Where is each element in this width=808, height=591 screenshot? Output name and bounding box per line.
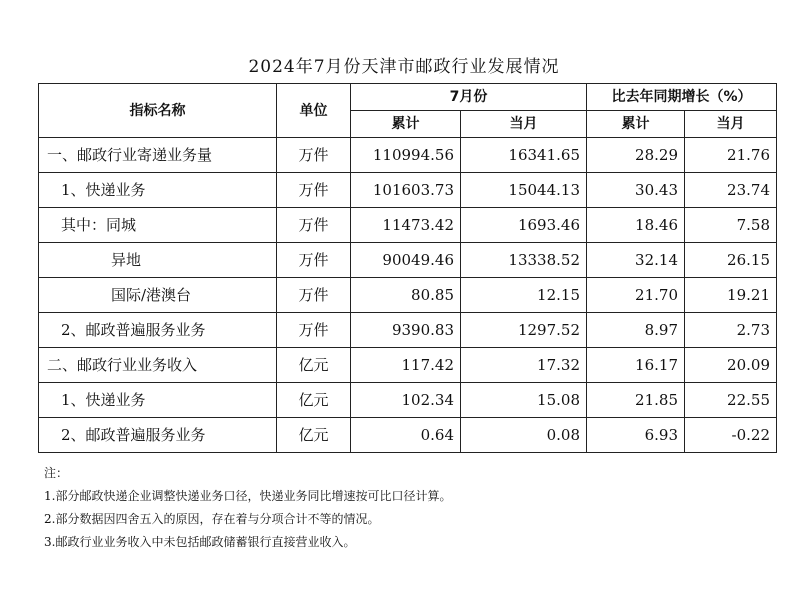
growth-month-cell: 22.55 — [685, 383, 777, 418]
unit-cell: 亿元 — [277, 418, 351, 453]
unit-cell: 万件 — [277, 138, 351, 173]
month-cell: 1297.52 — [461, 313, 587, 348]
growth-month-cell: 2.73 — [685, 313, 777, 348]
table-row — [39, 383, 777, 418]
table-row — [39, 418, 777, 453]
indicator-name: 异地 — [39, 243, 277, 278]
growth-month-cell: 7.58 — [685, 208, 777, 243]
header-unit: 单位 — [277, 84, 351, 138]
table-row — [39, 243, 777, 278]
unit-cell: 万件 — [277, 243, 351, 278]
header-row-1 — [39, 84, 777, 111]
unit-cell: 万件 — [277, 313, 351, 348]
growth-cumulative-cell: 21.85 — [587, 383, 685, 418]
cumulative-cell: 90049.46 — [351, 243, 461, 278]
growth-cumulative-cell: 6.93 — [587, 418, 685, 453]
table-header — [39, 84, 777, 138]
header-indicator: 指标名称 — [39, 84, 277, 138]
header-july: 7月份 — [351, 84, 587, 111]
header-cumulative: 累计 — [351, 111, 461, 138]
growth-month-cell: 19.21 — [685, 278, 777, 313]
indicator-name: 国际/港澳台 — [39, 278, 277, 313]
growth-month-cell: -0.22 — [685, 418, 777, 453]
table-row — [39, 278, 777, 313]
month-cell: 16341.65 — [461, 138, 587, 173]
cumulative-cell: 110994.56 — [351, 138, 461, 173]
growth-cumulative-cell: 32.14 — [587, 243, 685, 278]
growth-cumulative-cell: 28.29 — [587, 138, 685, 173]
note-item: 1.部分邮政快递企业调整快递业务口径，快递业务同比增速按可比口径计算。 — [44, 489, 452, 503]
cumulative-cell: 11473.42 — [351, 208, 461, 243]
note-item: 3.邮政行业业务收入中未包括邮政储蓄银行直接营业收入。 — [44, 535, 356, 549]
growth-cumulative-cell: 21.70 — [587, 278, 685, 313]
table-row — [39, 173, 777, 208]
table-row — [39, 313, 777, 348]
month-cell: 13338.52 — [461, 243, 587, 278]
unit-cell: 亿元 — [277, 348, 351, 383]
month-cell: 12.15 — [461, 278, 587, 313]
indicator-name: 其中：同城 — [39, 208, 277, 243]
growth-cumulative-cell: 16.17 — [587, 348, 685, 383]
notes-section — [44, 462, 451, 554]
growth-month-cell: 26.15 — [685, 243, 777, 278]
month-cell: 1693.46 — [461, 208, 587, 243]
month-cell: 15.08 — [461, 383, 587, 418]
cumulative-cell: 117.42 — [351, 348, 461, 383]
growth-month-cell: 20.09 — [685, 348, 777, 383]
indicator-name: 2、邮政普遍服务业务 — [39, 418, 277, 453]
growth-cumulative-cell: 30.43 — [587, 173, 685, 208]
unit-cell: 亿元 — [277, 383, 351, 418]
header-month: 当月 — [461, 111, 587, 138]
cumulative-cell: 101603.73 — [351, 173, 461, 208]
page-title: 2024年7月份天津市邮政行业发展情况 — [248, 57, 560, 77]
unit-cell: 万件 — [277, 208, 351, 243]
growth-month-cell: 21.76 — [685, 138, 777, 173]
growth-month-cell: 23.74 — [685, 173, 777, 208]
growth-cumulative-cell: 18.46 — [587, 208, 685, 243]
cumulative-cell: 102.34 — [351, 383, 461, 418]
indicator-name: 二、邮政行业业务收入 — [39, 348, 277, 383]
month-cell: 0.08 — [461, 418, 587, 453]
table-row — [39, 138, 777, 173]
table-body — [39, 138, 777, 453]
indicator-name: 1、快递业务 — [39, 383, 277, 418]
indicator-name: 2、邮政普遍服务业务 — [39, 313, 277, 348]
indicator-name: 一、邮政行业寄递业务量 — [39, 138, 277, 173]
unit-cell: 万件 — [277, 278, 351, 313]
cumulative-cell: 0.64 — [351, 418, 461, 453]
note-item: 2.部分数据因四舍五入的原因，存在着与分项合计不等的情况。 — [44, 512, 380, 526]
table-row — [39, 208, 777, 243]
header-growth: 比去年同期增长（%） — [587, 84, 777, 111]
month-cell: 15044.13 — [461, 173, 587, 208]
growth-cumulative-cell: 8.97 — [587, 313, 685, 348]
statistics-table — [38, 83, 777, 453]
cumulative-cell: 9390.83 — [351, 313, 461, 348]
notes-heading: 注： — [44, 466, 69, 480]
month-cell: 17.32 — [461, 348, 587, 383]
indicator-name: 1、快递业务 — [39, 173, 277, 208]
header-growth-cumulative: 累计 — [587, 111, 685, 138]
cumulative-cell: 80.85 — [351, 278, 461, 313]
unit-cell: 万件 — [277, 173, 351, 208]
header-growth-month: 当月 — [685, 111, 777, 138]
table-row — [39, 348, 777, 383]
